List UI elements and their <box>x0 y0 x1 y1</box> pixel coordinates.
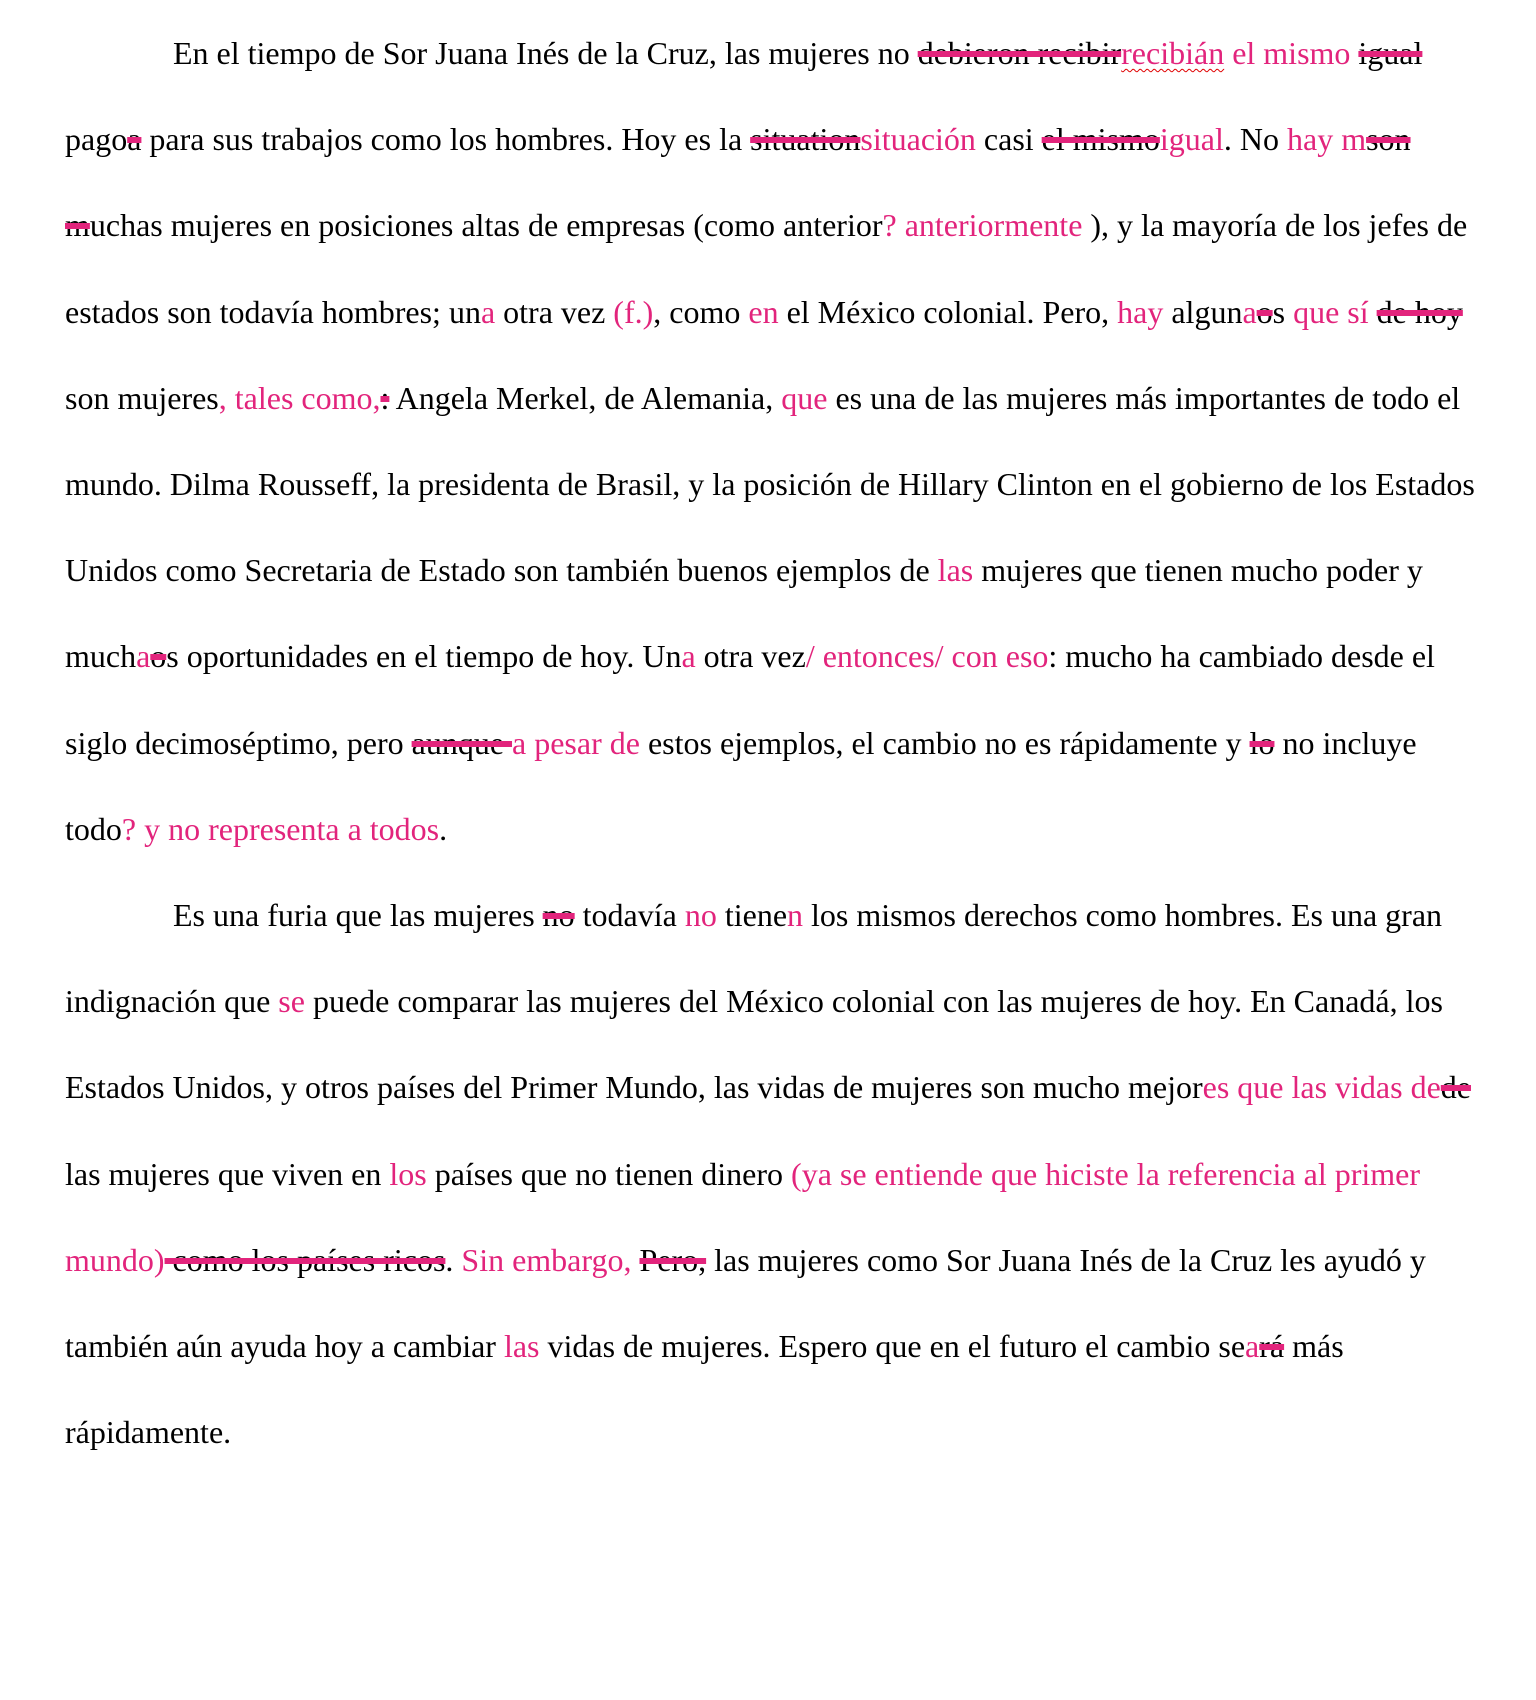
inserted-text: igual <box>1159 121 1224 158</box>
inserted-text: , tales como, <box>218 379 381 416</box>
text-run: puede comparar las mujeres del México colonial con las mujeres de hoy. En Canadá, los Estados Unidos, y otros países del Primer Mundo, las vidas de mujeres son mucho mejor <box>65 983 1443 1106</box>
inserted-text: (ya se entiende que hiciste la referencia al primer mundo) <box>65 1155 1421 1278</box>
text-run: los mismos derechos como hombres. Es una gran indignación que <box>65 897 1443 1020</box>
inserted-text-misspelled: recibián <box>1121 35 1225 71</box>
deleted-text: de hoy <box>1376 293 1463 330</box>
text-run: tiene <box>716 897 788 934</box>
text-run: En el tiempo de Sor Juana Inés de la Cruz, las mujeres no <box>173 35 918 71</box>
inserted-text: a pesar de <box>512 724 640 761</box>
deleted-text: el mismo <box>1041 121 1160 158</box>
deleted-text: no <box>542 897 575 934</box>
text-run: . No <box>1223 121 1287 158</box>
inserted-text: a <box>1245 1328 1260 1365</box>
deleted-text: igual <box>1358 35 1423 71</box>
text-run: : mucho ha cambiado desde el siglo decimoséptimo, pero <box>65 638 1435 761</box>
deleted-text: lo <box>1249 724 1275 761</box>
inserted-text: las <box>937 552 974 589</box>
deleted-text: como los países ricos <box>164 1241 446 1278</box>
inserted-text: (f.) <box>613 293 654 330</box>
deleted-text: : <box>380 379 390 416</box>
text-run: otra vez <box>495 293 614 330</box>
inserted-text: a <box>480 293 496 330</box>
text-run: son mujeres <box>65 379 219 416</box>
text-run: s oportunidades en el tiempo de hoy. Un <box>166 638 682 675</box>
inserted-text: ? y no representa a todos <box>121 810 440 847</box>
text-run: ), y la mayoría de los jefes de estados son todavía hombres; un <box>65 207 1468 330</box>
inserted-text: en <box>748 293 779 330</box>
text-run: países que no tienen dinero <box>426 1155 792 1192</box>
text-run: algun <box>1163 293 1243 330</box>
text-run: las mujeres como Sor Juana Inés de la Cruz les ayudó y también aún ayuda hoy a cambiar <box>65 1241 1426 1365</box>
inserted-text: ? anteriormente <box>882 207 1091 244</box>
inserted-text: situación <box>860 121 976 158</box>
deleted-text: aunque <box>411 724 513 761</box>
inserted-text: / entonces/ con eso <box>805 638 1049 675</box>
inserted-text: hay <box>1117 293 1164 330</box>
deleted-text: debieron recibir <box>917 35 1122 71</box>
inserted-text: que sí <box>1293 293 1377 330</box>
inserted-text: los <box>389 1155 427 1192</box>
text-run: s <box>1272 293 1294 330</box>
text-run: vidas de mujeres. Espero que en el futuro el cambio se <box>539 1328 1246 1365</box>
text-run: . <box>439 810 448 847</box>
inserted-text: es que las vidas de <box>1202 1069 1441 1106</box>
text-run: estos ejemplos, el cambio no es rápidamente y <box>639 724 1250 761</box>
paragraph-1[interactable] <box>65 10 1485 872</box>
deleted-text: son m <box>65 121 1411 244</box>
text-run: . <box>445 1241 462 1278</box>
inserted-text: que <box>781 379 828 416</box>
inserted-text: a <box>681 638 696 675</box>
text-run: todavía <box>574 897 685 934</box>
text-run: el México colonial. Pero, <box>778 293 1118 330</box>
inserted-text: a <box>1242 293 1257 330</box>
text-run: otra vez <box>695 638 806 675</box>
deleted-text: o <box>150 638 167 675</box>
text-run: Angela Merkel, de Alemania, <box>389 379 782 416</box>
deleted-text: de <box>1440 1069 1471 1106</box>
deleted-text: Pero, <box>639 1241 707 1278</box>
text-run: , como <box>653 293 749 330</box>
deleted-text: rá <box>1259 1328 1285 1365</box>
deleted-text: a <box>127 121 142 158</box>
text-run: es una de las mujeres más importantes de todo el mundo. Dilma Rousseff, la presidenta de Brasil, y la posición de Hillary Clinton en el gobierno de los Estados Unidos como Secretaria de Estado son también buenos ejemplos de <box>65 379 1475 589</box>
inserted-text: Sin embargo, <box>461 1241 640 1278</box>
text-run: Es una furia que las mujeres <box>173 897 543 934</box>
deleted-text: o <box>1256 293 1273 330</box>
inserted-text: a <box>136 638 151 675</box>
inserted-text: no <box>684 897 717 934</box>
inserted-text: n <box>787 897 804 934</box>
text-run: más rápidamente. <box>65 1328 1344 1451</box>
text-run: casi <box>975 121 1042 158</box>
inserted-text: las <box>503 1328 540 1365</box>
deleted-text: situation <box>750 121 861 158</box>
paragraph-2[interactable] <box>65 872 1485 1475</box>
text-run: las mujeres que viven en <box>65 1155 390 1192</box>
inserted-text: se <box>278 983 305 1020</box>
text-run: mujeres que tienen mucho poder y much <box>65 552 1423 675</box>
text-run: para sus trabajos como los hombres. Hoy es la <box>141 121 751 158</box>
document-body[interactable] <box>65 10 1485 1475</box>
inserted-text: el mismo <box>1224 35 1359 71</box>
text-run: uchas mujeres en posiciones altas de empresas (como anterior <box>89 207 883 244</box>
text-run: pago <box>65 121 128 158</box>
text-run: no incluye todo <box>65 724 1417 847</box>
inserted-text: hay m <box>1286 121 1367 158</box>
